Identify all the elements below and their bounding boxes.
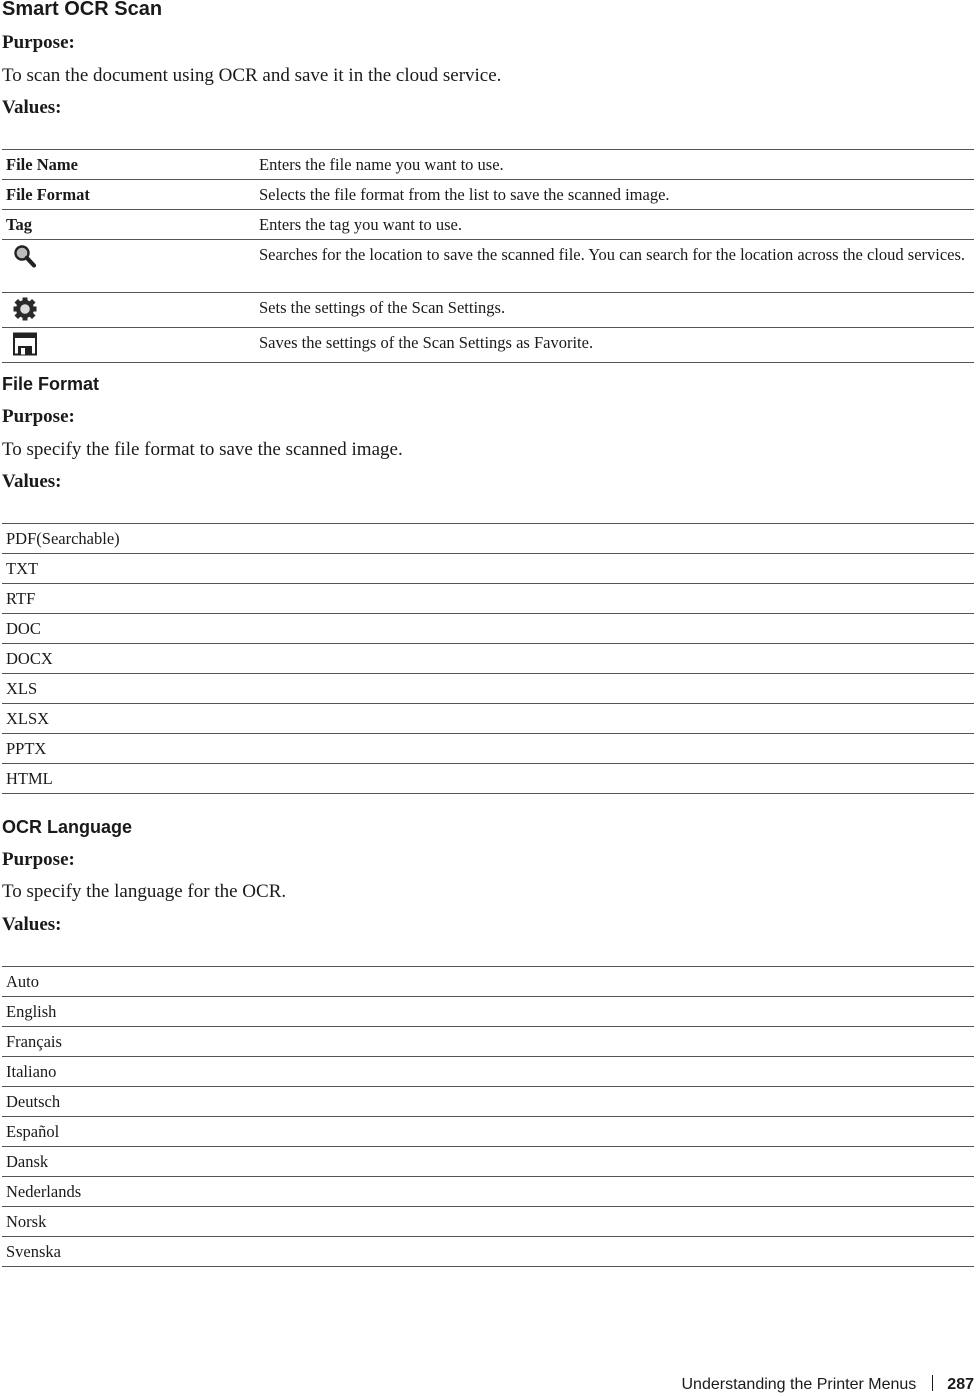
page-footer <box>682 1374 975 1396</box>
table-row <box>2 210 974 240</box>
values-table <box>2 523 974 794</box>
table-row <box>2 1207 974 1237</box>
table-row <box>2 734 974 764</box>
section-title: File Format <box>2 374 100 394</box>
gear-icon <box>12 297 38 321</box>
table-row <box>2 293 974 328</box>
table-row <box>2 584 974 614</box>
value-cell: Italiano <box>2 1057 974 1087</box>
footer-chapter: Understanding the Printer Menus <box>681 1376 917 1393</box>
desc-cell: Searches for the location to save the scanned file. You can search for the location across the cloud services. <box>254 240 974 293</box>
table-row <box>2 644 974 674</box>
values-table <box>2 149 974 363</box>
term-cell: File Format <box>2 180 254 210</box>
value-cell: Español <box>2 1117 974 1147</box>
desc-cell: Selects the file format from the list to save the scanned image. <box>254 180 974 210</box>
value-cell: RTF <box>2 584 974 614</box>
table-row <box>2 1237 974 1267</box>
value-cell: XLSX <box>2 704 974 734</box>
table-row <box>2 524 974 554</box>
value-cell: DOCX <box>2 644 974 674</box>
value-cell: PPTX <box>2 734 974 764</box>
table-row <box>2 1117 974 1147</box>
table-row <box>2 764 974 794</box>
table-row <box>2 180 974 210</box>
table-row <box>2 704 974 734</box>
value-cell: Svenska <box>2 1237 974 1267</box>
search-icon <box>12 244 38 268</box>
purpose-text: To scan the document using OCR and save it in the cloud service. <box>2 65 502 86</box>
table-row <box>2 997 974 1027</box>
term-cell: Tag <box>2 210 254 240</box>
value-cell: PDF(Searchable) <box>2 524 974 554</box>
value-cell: TXT <box>2 554 974 584</box>
value-cell: Nederlands <box>2 1177 974 1207</box>
icon-cell <box>2 293 254 328</box>
table-row <box>2 1087 974 1117</box>
table-row <box>2 1027 974 1057</box>
footer-divider <box>932 1375 933 1391</box>
section-title: Smart OCR Scan <box>2 0 163 20</box>
table-row <box>2 328 974 363</box>
purpose-text: To specify the file format to save the scanned image. <box>2 439 403 460</box>
table-row <box>2 1057 974 1087</box>
purpose-label: Purpose: <box>2 32 75 53</box>
section-title: OCR Language <box>2 817 133 837</box>
desc-cell: Saves the settings of the Scan Settings as Favorite. <box>254 328 974 363</box>
desc-cell: Enters the tag you want to use. <box>254 210 974 240</box>
table-row <box>2 240 974 293</box>
table-row <box>2 554 974 584</box>
value-cell: Deutsch <box>2 1087 974 1117</box>
value-cell: Dansk <box>2 1147 974 1177</box>
icon-cell <box>2 328 254 363</box>
value-cell: HTML <box>2 764 974 794</box>
values-label: Values: <box>2 914 62 935</box>
table-row <box>2 967 974 997</box>
purpose-label: Purpose: <box>2 406 75 427</box>
value-cell: Norsk <box>2 1207 974 1237</box>
table-row <box>2 1147 974 1177</box>
value-cell: Français <box>2 1027 974 1057</box>
table-row <box>2 1177 974 1207</box>
value-cell: Auto <box>2 967 974 997</box>
desc-cell: Enters the file name you want to use. <box>254 150 974 180</box>
icon-cell <box>2 240 254 293</box>
table-row <box>2 674 974 704</box>
purpose-label: Purpose: <box>2 849 75 870</box>
value-cell: XLS <box>2 674 974 704</box>
values-table <box>2 966 974 1267</box>
page-number: 287 <box>947 1376 974 1393</box>
save-icon <box>12 332 38 356</box>
table-row <box>2 150 974 180</box>
term-cell: File Name <box>2 150 254 180</box>
value-cell: English <box>2 997 974 1027</box>
values-label: Values: <box>2 471 62 492</box>
table-row <box>2 614 974 644</box>
values-label: Values: <box>2 97 62 118</box>
desc-cell: Sets the settings of the Scan Settings. <box>254 293 974 328</box>
value-cell: DOC <box>2 614 974 644</box>
purpose-text: To specify the language for the OCR. <box>2 881 287 902</box>
